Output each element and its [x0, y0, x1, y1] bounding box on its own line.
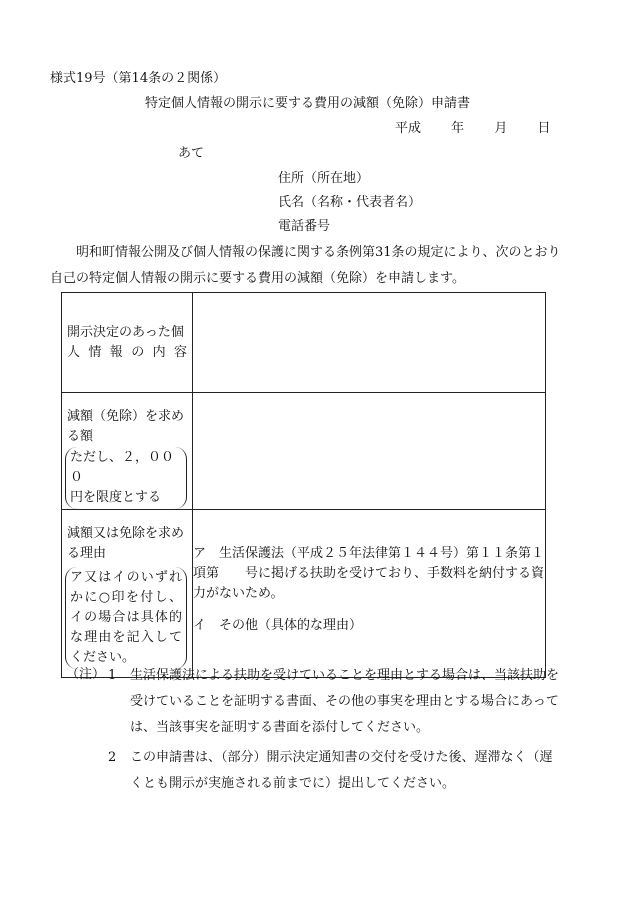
addressee: あて: [178, 146, 205, 161]
notes-heading: （注）: [66, 667, 106, 682]
note-item-2: [108, 745, 563, 797]
request-table: [61, 292, 546, 678]
reason-label-line1: 減額又は免除を求め: [67, 526, 185, 541]
reason-option-b[interactable]: イ その他（具体的な理由）: [193, 618, 363, 633]
note-number: 1: [108, 668, 117, 683]
amount-limit-note: [65, 447, 187, 509]
reason-options-cell: [193, 510, 546, 678]
note-text: 生活保護法による扶助を受けていることを理由とする場合は、当該扶助を受けていることを証明する書面、その他の事実を理由とする場合にあっては、当該事実を証明する書面を添付してください。: [130, 668, 560, 735]
address-label: 住所（所在地）: [278, 171, 370, 186]
amount-label-line1: 減額（免除）を求め: [67, 409, 185, 424]
table-row: [62, 510, 546, 678]
amount-label-cell: [62, 393, 193, 510]
content-label-line1: 開示決定のあった個: [67, 325, 184, 340]
name-label: 氏名（名称・代表者名）: [278, 195, 422, 210]
note-item-1: [108, 663, 563, 741]
date-month: 月: [494, 121, 508, 136]
content-input-cell[interactable]: [193, 293, 546, 393]
amount-limit-line2: 円を限度とする: [70, 490, 162, 505]
form-number: 様式19号（第14条の２関係）: [50, 71, 227, 86]
table-row: [62, 293, 546, 393]
note-text: この申請書は、（部分）開示決定通知書の交付を受けた後、遅滞なく（遅くとも開示が実施される前までに）提出してください。: [130, 750, 553, 791]
amount-limit-line1: ただし、２，０００: [70, 450, 175, 485]
date-era: 平成: [395, 121, 422, 136]
content-label-cell: [62, 293, 193, 393]
content-label-line2: 人情報の内容: [67, 345, 187, 360]
date-day: 日: [537, 121, 551, 136]
note-number: 2: [108, 750, 117, 765]
reason-label-line2: る理由: [67, 546, 107, 561]
date-line: [395, 122, 550, 135]
amount-input-cell[interactable]: [193, 393, 546, 510]
phone-label: 電話番号: [278, 219, 331, 234]
table-row: [62, 393, 546, 510]
date-year: 年: [451, 121, 465, 136]
intro-paragraph: 明和町情報公開及び個人情報の保護に関する条例第31条の規定により、次のとおり自己の特定個人情報の開示に要する費用の減額（免除）を申請します。: [50, 245, 561, 286]
reason-option-a[interactable]: ア 生活保護法（平成２５年法律第１４４号）第１１条第１項第 号に掲げる扶助を受けており、手数料を納付する資力がないため。: [193, 546, 545, 601]
reason-label-cell: [62, 510, 193, 678]
document-title: 特定個人情報の開示に要する費用の減額（免除）申請書: [145, 96, 471, 111]
amount-label-line2: る額: [67, 429, 94, 444]
reason-instruction-note: ア又はイのいずれかに○印を付し、イの場合は具体的な理由を記入してください。: [65, 567, 187, 669]
